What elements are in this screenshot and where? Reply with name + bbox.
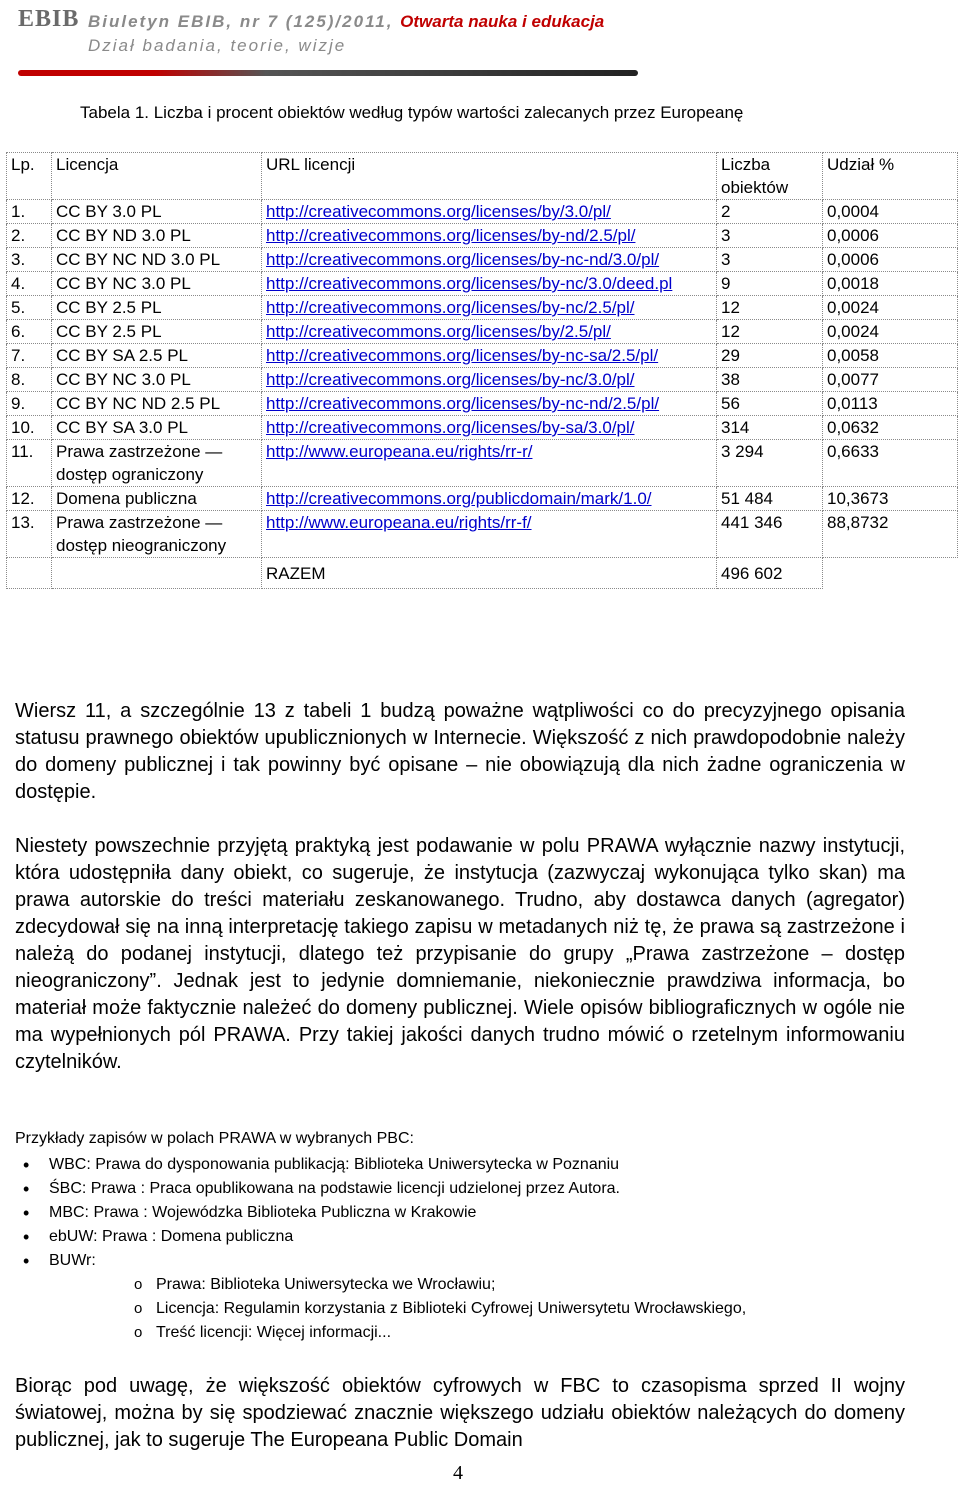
cell-url <box>262 368 717 392</box>
cell-count: 12 <box>717 296 823 320</box>
cell-lp: 9. <box>7 392 52 416</box>
cell-share: 0,0632 <box>823 416 958 440</box>
table-row <box>7 200 958 224</box>
table-row <box>7 440 958 487</box>
cell-lp: 8. <box>7 368 52 392</box>
table-header-row <box>7 153 958 200</box>
cell-license: CC BY 2.5 PL <box>52 296 262 320</box>
table-row <box>7 416 958 440</box>
examples-list <box>15 1153 746 1345</box>
bulletin-section: Dział badania, teorie, wizje <box>88 36 347 55</box>
cell-license: CC BY SA 3.0 PL <box>52 416 262 440</box>
license-url-link[interactable]: http://creativecommons.org/licenses/by-nc/2.5/pl/ <box>266 298 635 317</box>
table-row <box>7 511 958 558</box>
bulletin-title <box>88 12 604 32</box>
cell-count: 38 <box>717 368 823 392</box>
license-url-link[interactable]: http://www.europeana.eu/rights/rr-r/ <box>266 442 533 461</box>
cell-license: CC BY NC 3.0 PL <box>52 272 262 296</box>
license-url-link[interactable]: http://creativecommons.org/licenses/by-nc-sa/2.5/pl/ <box>266 346 659 365</box>
table-row <box>7 368 958 392</box>
cell-lp: 3. <box>7 248 52 272</box>
license-url-link[interactable]: http://www.europeana.eu/rights/rr-f/ <box>266 513 532 532</box>
cell-url <box>262 392 717 416</box>
table-row <box>7 344 958 368</box>
license-table <box>6 152 958 589</box>
examples-title: Przykłady zapisów w polach PRAWA w wybranych PBC: <box>15 1130 414 1147</box>
license-url-link[interactable]: http://creativecommons.org/publicdomain/mark/1.0/ <box>266 489 652 508</box>
cell-share: 88,8732 <box>823 511 958 558</box>
total-empty-cell <box>52 558 262 589</box>
cell-count: 3 294 <box>717 440 823 487</box>
cell-share: 0,0024 <box>823 320 958 344</box>
cell-lp: 6. <box>7 320 52 344</box>
cell-share: 0,0006 <box>823 248 958 272</box>
cell-url <box>262 248 717 272</box>
cell-license: Domena publiczna <box>52 487 262 511</box>
cell-license: CC BY SA 2.5 PL <box>52 344 262 368</box>
cell-license: CC BY NC 3.0 PL <box>52 368 262 392</box>
cell-count: 51 484 <box>717 487 823 511</box>
cell-license: Prawa zastrzeżone — dostęp ograniczony <box>52 440 262 487</box>
cell-lp: 4. <box>7 272 52 296</box>
cell-url <box>262 487 717 511</box>
cell-share: 0,6633 <box>823 440 958 487</box>
cell-license: CC BY NC ND 3.0 PL <box>52 248 262 272</box>
cell-lp: 1. <box>7 200 52 224</box>
cell-url <box>262 416 717 440</box>
col-header-url: URL licencji <box>262 153 717 200</box>
page-number: 4 <box>453 1462 463 1484</box>
table-row <box>7 248 958 272</box>
cell-license: CC BY NC ND 2.5 PL <box>52 392 262 416</box>
cell-url <box>262 272 717 296</box>
cell-license: CC BY ND 3.0 PL <box>52 224 262 248</box>
license-url-link[interactable]: http://creativecommons.org/licenses/by-nc-nd/2.5/pl/ <box>266 394 660 413</box>
list-item: • ebUW: Prawa : Domena publiczna <box>15 1225 746 1249</box>
cell-share: 0,0006 <box>823 224 958 248</box>
cell-count: 56 <box>717 392 823 416</box>
bulletin-issue: Biuletyn EBIB, nr 7 (125)/2011, <box>88 12 401 31</box>
col-header-lp: Lp. <box>7 153 52 200</box>
table-caption: Tabela 1. Liczba i procent obiektów według typów wartości zalecanych przez Europeanę <box>80 103 744 122</box>
cell-count: 2 <box>717 200 823 224</box>
license-url-link[interactable]: http://creativecommons.org/licenses/by-nc-nd/3.0/pl/ <box>266 250 660 269</box>
paragraph-2: Niestety powszechnie przyjętą praktyką jest podawanie w polu PRAWA wyłącznie nazwy instytucji, która udostępniła dany obiekt, co sugeruje, że instytucja (zazwyczaj wykonująca tylko skan) ma prawa autorskie do treści materiału zeskanowanego. Trudno, aby dostawca danych (agregator) zdecydował się na inną interpretację takiego zapisu w metadanych niż tę, że prawa są zastrzeżone i należą do podanej instytucji, dlatego też przypisanie do grupy „Prawa zastrzeżone – dostęp nieograniczony”. Jednak jest to jedynie domniemanie, niekoniecznie prawdziwa informacja, bo materiał może faktycznie należeć do domeny publicznej. Wiele opisów bibliograficznych w ogóle nie ma wypełnionych pól PRAWA. Przy takiej jakości danych trudno mówić o rzetelnym informowaniu czytelników. <box>15 835 905 1073</box>
table-row <box>7 487 958 511</box>
sub-list <box>49 1273 746 1345</box>
list-item-label: BUWr: <box>49 1252 96 1269</box>
cell-lp: 12. <box>7 487 52 511</box>
ebib-logo: EBIB <box>18 6 80 32</box>
header-divider <box>18 70 638 76</box>
cell-lp: 7. <box>7 344 52 368</box>
bulletin-theme: Otwarta nauka i edukacja <box>400 12 605 31</box>
cell-count: 3 <box>717 224 823 248</box>
cell-share: 0,0058 <box>823 344 958 368</box>
total-blank <box>823 558 958 589</box>
cell-share: 0,0077 <box>823 368 958 392</box>
cell-url <box>262 224 717 248</box>
license-url-link[interactable]: http://creativecommons.org/licenses/by/3.0/pl/ <box>266 202 611 221</box>
table-row <box>7 296 958 320</box>
paragraph-1: Wiersz 11, a szczególnie 13 z tabeli 1 budzą poważne wątpliwości co do precyzyjnego opisania statusu prawnego obiektów upublicznionych w Internecie. Większość z nich prawdopodobnie należy do domeny publicznej i tak powinny być opisane – nie obowiązują dla nich żadne ograniczenia w dostępie. <box>15 700 905 803</box>
cell-url <box>262 440 717 487</box>
table-row <box>7 320 958 344</box>
list-item-buwr <box>15 1249 746 1345</box>
table-total-row <box>7 558 958 589</box>
cell-count: 441 346 <box>717 511 823 558</box>
cell-lp: 5. <box>7 296 52 320</box>
total-value: 496 602 <box>717 558 823 589</box>
list-item: • ŚBC: Prawa : Praca opublikowana na podstawie licencji udzielonej przez Autora. <box>15 1177 746 1201</box>
page-header <box>18 6 948 78</box>
cell-license: Prawa zastrzeżone — dostęp nieograniczony <box>52 511 262 558</box>
total-empty-cell <box>7 558 52 589</box>
cell-count: 3 <box>717 248 823 272</box>
cell-url <box>262 296 717 320</box>
cell-share: 10,3673 <box>823 487 958 511</box>
cell-url <box>262 320 717 344</box>
license-url-link[interactable]: http://creativecommons.org/licenses/by-nd/2.5/pl/ <box>266 226 636 245</box>
cell-count: 12 <box>717 320 823 344</box>
license-url-link[interactable]: http://creativecommons.org/licenses/by-nc/3.0/pl/ <box>266 370 635 389</box>
cell-share: 0,0024 <box>823 296 958 320</box>
cell-share: 0,0113 <box>823 392 958 416</box>
cell-license: CC BY 2.5 PL <box>52 320 262 344</box>
cell-count: 314 <box>717 416 823 440</box>
col-header-count: Liczba obiektów <box>717 153 823 200</box>
license-url-link[interactable]: http://creativecommons.org/licenses/by/2.5/pl/ <box>266 322 611 341</box>
list-item: • WBC: Prawa do dysponowania publikacją: Biblioteka Uniwersytecka w Poznaniu <box>15 1153 746 1177</box>
cell-share: 0,0004 <box>823 200 958 224</box>
license-url-link[interactable]: http://creativecommons.org/licenses/by-nc/3.0/deed.pl <box>266 274 673 293</box>
sub-list-item: o Treść licencji: Więcej informacji... <box>49 1321 746 1345</box>
cell-count: 29 <box>717 344 823 368</box>
license-url-link[interactable]: http://creativecommons.org/licenses/by-sa/3.0/pl/ <box>266 418 635 437</box>
cell-share: 0,0018 <box>823 272 958 296</box>
table-row <box>7 224 958 248</box>
list-item: • MBC: Prawa : Wojewódzka Biblioteka Publiczna w Krakowie <box>15 1201 746 1225</box>
cell-url <box>262 511 717 558</box>
cell-lp: 13. <box>7 511 52 558</box>
cell-lp: 11. <box>7 440 52 487</box>
cell-url <box>262 200 717 224</box>
cell-url <box>262 344 717 368</box>
col-header-share: Udział % <box>823 153 958 200</box>
cell-count: 9 <box>717 272 823 296</box>
cell-lp: 2. <box>7 224 52 248</box>
paragraph-3: Biorąc pod uwagę, że większość obiektów cyfrowych w FBC to czasopisma sprzed II wojny światowej, można by się spodziewać znacznie większego udziału obiektów należących do domeny publicznej, jak to sugeruje The Europeana Public Domain <box>15 1375 905 1451</box>
total-label: RAZEM <box>262 558 717 589</box>
sub-list-item: o Prawa: Biblioteka Uniwersytecka we Wrocławiu; <box>49 1273 746 1297</box>
sub-list-item: o Licencja: Regulamin korzystania z Biblioteki Cyfrowej Uniwersytetu Wrocławskiego, <box>49 1297 746 1321</box>
table-row <box>7 392 958 416</box>
table-body <box>7 200 958 558</box>
cell-license: CC BY 3.0 PL <box>52 200 262 224</box>
table-row <box>7 272 958 296</box>
cell-lp: 10. <box>7 416 52 440</box>
col-header-license: Licencja <box>52 153 262 200</box>
